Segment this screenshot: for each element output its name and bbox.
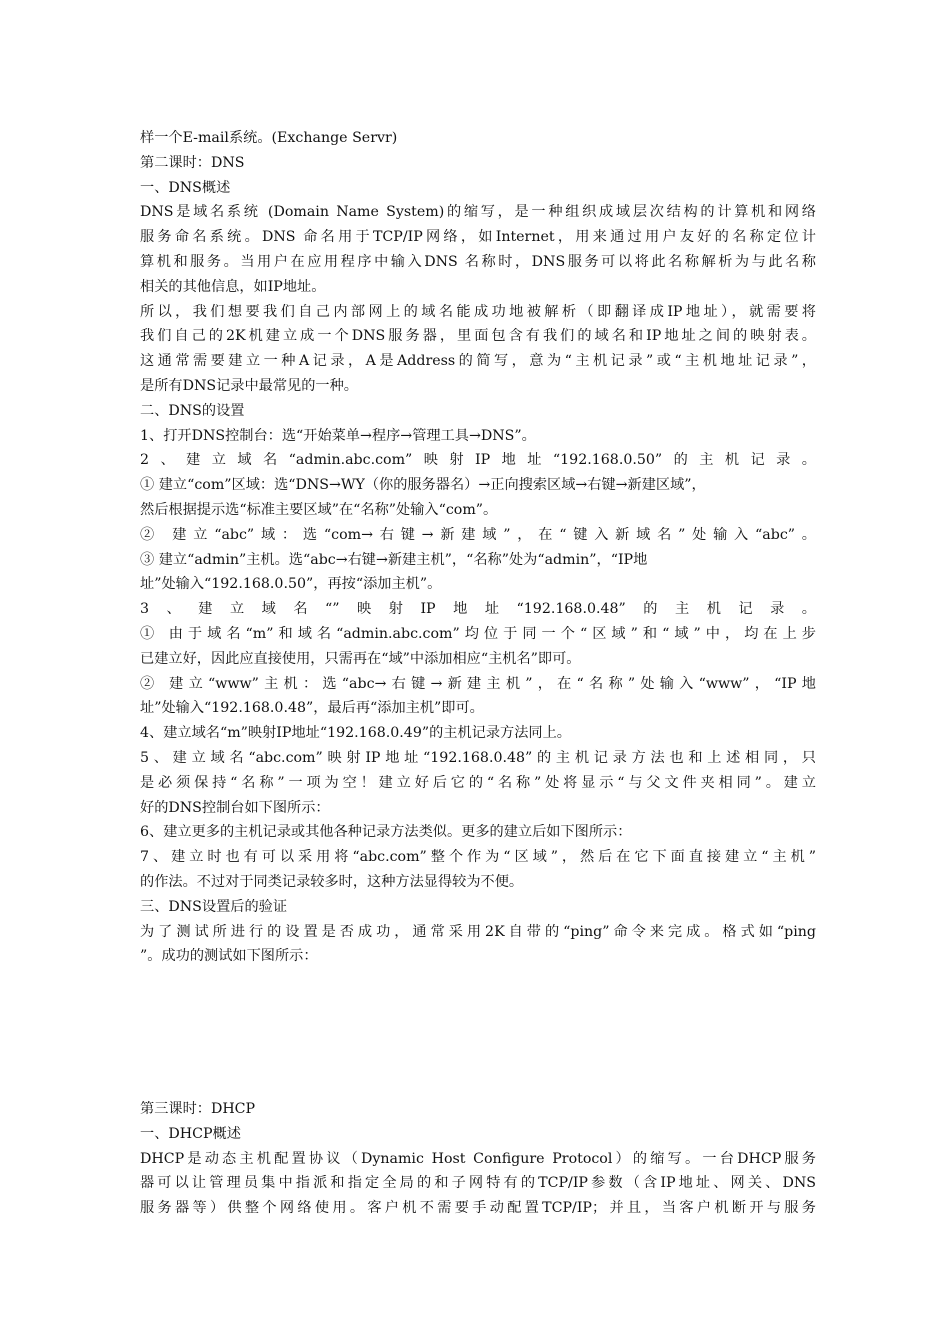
text-line: 为了测试所进行的设置是否成功，通常采用2K自带的“ping”命令来完成。格式如“ping (140, 923, 816, 940)
text-line: 已建立好，因此应直接使用，只需再在“域”中添加相应“主机名”即可。 (140, 650, 581, 667)
text-line: 址”处输入“192.168.0.50”，再按“添加主机”。 (140, 576, 442, 593)
text-line: 三、DNS设置后的验证 (140, 898, 288, 915)
text-line: 器可以让管理员集中指派和指定全局的和子网特有的TCP/IP参数（含IP地址、网关、DNS (140, 1175, 816, 1192)
text-block-dns (140, 126, 816, 969)
text-line: 相关的其他信息，如IP地址。 (140, 278, 326, 295)
text-line: 算机和服务。当用户在应用程序中输入DNS 名称时，DNS服务可以将此名称解析为与此名称 (140, 253, 816, 270)
text-line: 的作法。不过对于同类记录较多时，这种方法显得较为不便。 (140, 873, 524, 890)
text-block-dhcp (140, 1097, 816, 1221)
text-line: 是所有DNS记录中最常见的一种。 (140, 377, 358, 394)
text-line: 是必须保持“名称”一项为空！建立好后它的“名称”处将显示“与父文件夹相同”。建立 (140, 774, 816, 791)
text-line: 3、建立域名“”映射IP地址“192.168.0.48”的主机记录。 (140, 601, 816, 618)
text-line: 第三课时：DHCP (140, 1101, 256, 1117)
text-line: ② 建立“www”主机：选“abc→右键→新建主机”，在“名称”处输入“www”，“IP地 (140, 675, 816, 692)
text-line: 址”处输入“192.168.0.48”，最后再“添加主机”即可。 (140, 700, 484, 717)
text-line: 4、建立域名“m”映射IP地址“192.168.0.49”的主机记录方法同上。 (140, 725, 571, 742)
text-line: 服务器等）供整个网络使用。客户机不需要手动配置TCP/IP；并且，当客户机断开与服务 (140, 1200, 816, 1217)
text-line: 我们自己的2K机建立成一个DNS服务器，里面包含有我们的域名和IP地址之间的映射表。 (140, 328, 816, 345)
text-line: 然后根据提示选“标准主要区域”在“名称”处输入“com”。 (140, 501, 498, 518)
text-line: 1、打开DNS控制台：选“开始菜单→程序→管理工具→DNS”。 (140, 427, 536, 444)
text-line: ① 建立“com”区域：选“DNS→WY（你的服务器名）→正向搜索区域→右键→新建区域”， (140, 477, 706, 494)
text-line: 所以，我们想要我们自己内部网上的域名能成功地被解析（即翻译成IP地址），就需要将 (140, 303, 816, 320)
text-line: 二、DNS的设置 (140, 402, 245, 419)
text-line: 7、建立时也有可以采用将“abc.com”整个作为“区域”，然后在它下面直接建立“主机” (140, 849, 816, 866)
text-line: 一、DNS概述 (140, 179, 231, 196)
text-line: 这通常需要建立一种A记录，A是Address的简写，意为“主机记录”或“主机地址记录”， (140, 353, 816, 370)
text-line: DHCP是动态主机配置协议（Dynamic Host Configure Protocol）的缩写。一台DHCP服务 (140, 1150, 816, 1167)
text-line: 服务命名系统。DNS 命名用于TCP/IP网络，如Internet，用来通过用户友好的名称定位计 (140, 229, 816, 246)
text-line: ② 建立“abc”域：选“com→右键→新建域”，在“键入新域名”处输入“abc”。 (140, 526, 816, 543)
text-line: 2、建立域名“admin.abc.com”映射IP地址“192.168.0.50”的主机记录。 (140, 452, 816, 469)
text-line: ”。成功的测试如下图所示： (140, 948, 318, 965)
text-line: 样一个E-mail系统。(Exchange Servr) (140, 130, 398, 146)
text-line: 6、建立更多的主机记录或其他各种记录方法类似。更多的建立后如下图所示： (140, 824, 632, 841)
text-line: 5、建立域名“abc.com”映射IP地址“192.168.0.48”的主机记录方法也和上述相同，只 (140, 749, 816, 766)
text-line: 好的DNS控制台如下图所示： (140, 799, 330, 816)
text-line: ① 由于域名“m”和域名“admin.abc.com”均位于同一个“区域”和“域”中，均在上步 (140, 625, 816, 642)
text-line: 一、DHCP概述 (140, 1125, 241, 1142)
text-line: ③ 建立“admin”主机。选“abc→右键→新建主机”，“名称”处为“admin”，“IP地 (140, 551, 648, 568)
text-line: DNS是域名系统 (Domain Name System)的缩写，是一种组织成域层次结构的计算机和网络 (140, 204, 816, 221)
text-line: 第二课时：DNS (140, 154, 245, 171)
